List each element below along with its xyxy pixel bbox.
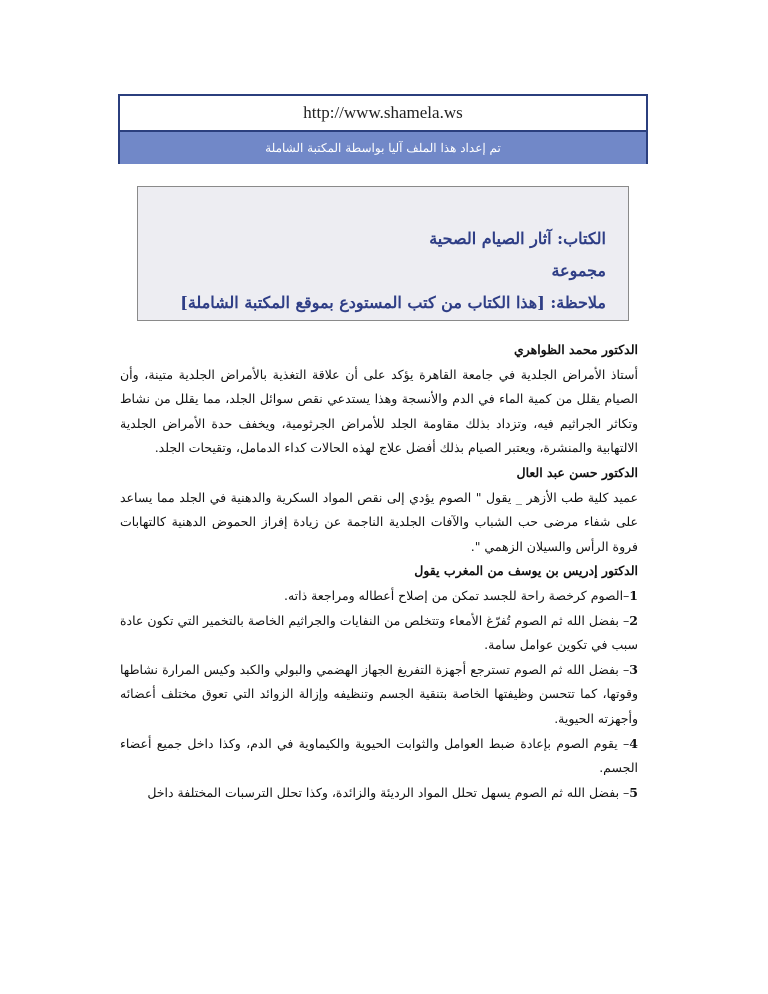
item-number: 5: [629, 784, 638, 800]
section-paragraph: أستاذ الأمراض الجلدية في جامعة القاهرة يؤكد على أن علاقة التغذية بالأمراض الجلدية متينة، وأن الصيام يقلل من كمية الماء في الدم والأنسجة وهذا يستدعي نقص سوائل الجلد، مما يقلل من نشاط وتكاثر الجراثيم فيه، وتزداد بذلك مقاومة الجلد للأمراض الجرثومية، ويخفف حدة الأمراض الجلدية الالتهابية والمنشرة، ويعتبر الصيام بذلك أفضل علاج لهذه الحالات كداء الدمامل، وتقيحات الجلد.: [120, 366, 638, 456]
item-text: – يقوم الصوم بإعادة ضبط العوامل والثوابت الحيوية والكيماوية في الدم، وكذا داخل جميع أعضاء الجسم.: [120, 735, 638, 776]
generated-notice: تم إعداد هذا الملف آليا بواسطة المكتبة الشاملة: [120, 132, 646, 164]
list-item: [120, 732, 638, 781]
section-heading: الدكتور محمد الظواهري: [513, 342, 638, 357]
list-item: [120, 781, 638, 806]
list-item: [120, 584, 638, 609]
book-title: الكتاب: آثار الصيام الصحية: [429, 229, 606, 248]
item-text: – بفضل الله ثم الصوم يسهل تحلل المواد الرديئة والزائدة، وكذا تحلل الترسبات المختلفة داخل: [147, 784, 630, 800]
section-paragraph: عميد كلية طب الأزهر _ يقول " الصوم يؤدي إلى نقص المواد السكرية والدهنية في الجلد مما يساعد على شفاء مرضى حب الشباب والآفات الجلدية الناجمة عن زيادة إفراز الحموض الدهنية كالتهابات فروة الرأس والسيلان الزهمي ".: [120, 489, 638, 554]
item-number: 4: [629, 735, 638, 751]
article-body: [120, 338, 638, 805]
website-url[interactable]: http://www.shamela.ws: [120, 96, 646, 132]
book-note: ملاحظة: [هذا الكتاب من كتب المستودع بموقع المكتبة الشاملة]: [180, 293, 606, 312]
item-number: 1: [629, 587, 638, 603]
list-item: [120, 658, 638, 732]
item-text: –الصوم كرخصة راحة للجسد تمكن من إصلاح أعطاله ومراجعة ذاته.: [283, 587, 630, 603]
item-number: 2: [629, 612, 638, 628]
section-heading: الدكتور حسن عبد العال: [516, 464, 638, 480]
shamela-banner: [118, 94, 648, 164]
book-author: مجموعة: [551, 261, 606, 280]
item-text: – بفضل الله ثم الصوم تُفرّغ الأمعاء وتتخلص من النفايات والجراثيم الخاصة بالتخمير التي تكون عادة سبب في تكوين عوامل سامة.: [120, 612, 638, 653]
item-text: – بفضل الله ثم الصوم تسترجع أجهزة التفريغ الجهاز الهضمي والبولي والكبد وكيس المرارة نشاطها وقوتها، كما تتحسن وظيفتها الخاصة بتنقية الجسم وتنظيفه وإزالة الزوائد التي تعوق مختلف أعضائه وأجهزته الحيوية.: [120, 661, 638, 726]
section-heading: الدكتور إدريس بن يوسف من المغرب يقول: [414, 563, 638, 579]
book-info-box: [137, 186, 629, 321]
item-number: 3: [629, 661, 638, 677]
list-item: [120, 609, 638, 658]
